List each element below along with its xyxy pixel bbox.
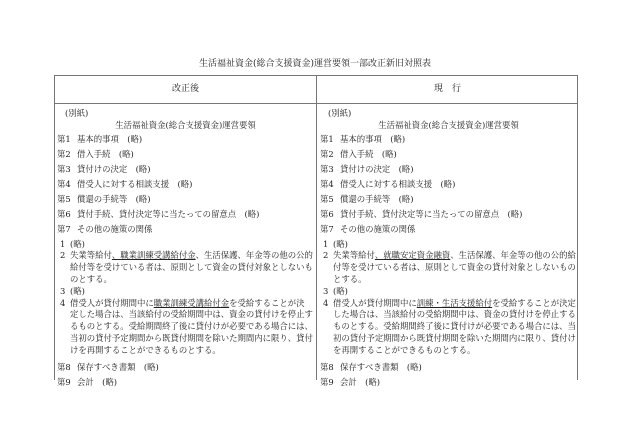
section-text: 貸付手続、貸付決定等に当たっての留意点 (略) <box>340 208 523 219</box>
item-number: 3 <box>60 285 66 296</box>
section-text: 償還の手続等 (略) <box>340 193 414 204</box>
header-current: 現 行 <box>316 76 578 104</box>
sub-item <box>320 286 577 298</box>
item-number: 2 <box>60 250 66 261</box>
sub-item <box>57 298 314 357</box>
item-text: 借受人が貸付期間中に <box>70 297 154 308</box>
section-item <box>57 177 314 192</box>
section-number: 第5 <box>320 193 334 204</box>
section-item <box>57 360 314 375</box>
sub-item <box>57 250 314 285</box>
item-text: を受給することが決定 <box>492 297 576 308</box>
section-text: その他の施策の関係 <box>340 223 416 234</box>
section-text: 借入手続 (略) <box>340 148 397 159</box>
section-text: 借入手続 (略) <box>77 148 134 159</box>
section-text: 償還の手続等 (略) <box>77 193 151 204</box>
item-text: 、生活保護、年金等の他の公的給 <box>450 250 576 261</box>
section-item <box>320 222 577 237</box>
section-item <box>57 222 314 237</box>
doc-title: 生活福祉資金(総合支援資金)運営要領 <box>378 119 519 130</box>
section-item <box>320 132 577 147</box>
amended-text: 、就職安定資金融資 <box>374 250 451 261</box>
section-number: 第5 <box>57 193 71 204</box>
item-number: 1 <box>323 238 329 249</box>
item-text: 失業等給付 <box>333 250 375 261</box>
item-text-line: 当初の貸付予定期間から既貸付期間を除いた期間内に限り、貸付 <box>70 332 313 343</box>
section-number: 第8 <box>320 361 334 372</box>
section-item <box>57 375 314 390</box>
section-number: 第9 <box>57 376 71 387</box>
sub-item <box>320 298 577 357</box>
sub-item <box>320 250 577 285</box>
section-text: 基本的事項 (略) <box>77 133 143 144</box>
doc-title: 生活福祉資金(総合支援資金)運営要領 <box>115 119 256 130</box>
section-item <box>320 207 577 222</box>
item-text-line: 初の貸付予定期間から既貸付期間を除いた期間内に限り、貸付け <box>333 332 576 343</box>
attachment-label: (別紙) <box>65 108 89 118</box>
sub-item <box>320 239 577 251</box>
item-text-line: 定した場合は、当該給付の受給期間中は、資金の貸付けを停止す <box>70 309 313 320</box>
section-text: 貸付手続、貸付決定等に当たっての留意点 (略) <box>77 208 260 219</box>
section-number: 第2 <box>57 148 71 159</box>
item-text-line: とする。 <box>333 273 367 284</box>
header-revised: 改正後 <box>55 76 316 104</box>
section-text: その他の施策の関係 <box>77 223 153 234</box>
section-text: 貸付けの決定 (略) <box>340 163 414 174</box>
column-current <box>320 108 577 390</box>
item-text: を受給することが決 <box>229 297 305 308</box>
section-number: 第8 <box>57 361 71 372</box>
section-item <box>320 147 577 162</box>
section-text: 借受人に対する相談支援 (略) <box>340 178 456 189</box>
item-text-line: ものとする。受給期間終了後に貸付けが必要である場合には、当 <box>333 321 576 332</box>
section-number: 第7 <box>57 223 71 234</box>
section-text: 借受人に対する相談支援 (略) <box>77 178 193 189</box>
item-text: 失業等給付 <box>70 250 112 261</box>
item-text-line: けを再開することができるものとする。 <box>70 344 221 355</box>
column-divider <box>316 103 317 380</box>
section-number: 第7 <box>320 223 334 234</box>
amended-text: 職業訓練受講給付金 <box>153 297 230 308</box>
sub-item <box>57 239 314 251</box>
section-item <box>320 192 577 207</box>
item-text-line: を再開することができるものとする。 <box>333 344 476 355</box>
section-item <box>57 192 314 207</box>
section-item <box>320 375 577 390</box>
item-text: (略) <box>333 238 348 249</box>
amended-text: 、職業訓練受講給付金 <box>111 250 196 261</box>
comparison-table <box>54 75 578 387</box>
section-item <box>57 207 314 222</box>
section-text: 基本的事項 (略) <box>340 133 406 144</box>
section-item <box>57 147 314 162</box>
item-text: (略) <box>333 285 348 296</box>
section-text: 貸付けの決定 (略) <box>77 163 151 174</box>
item-number: 4 <box>60 297 66 308</box>
section-item <box>57 132 314 147</box>
section-item <box>320 360 577 375</box>
section-number: 第6 <box>320 208 334 219</box>
section-number: 第4 <box>320 178 334 189</box>
item-text: 借受人が貸付期間中に <box>333 297 417 308</box>
section-number: 第4 <box>57 178 71 189</box>
item-number: 3 <box>323 285 329 296</box>
item-text: (略) <box>70 238 85 249</box>
section-item <box>57 162 314 177</box>
item-text: 、生活保護、年金等の他の公的 <box>195 250 313 261</box>
section-item <box>320 162 577 177</box>
item-text-line: した場合は、当該給付の受給期間中は、資金の貸付けを停止する <box>333 309 576 320</box>
section-text: 保存すべき書類 (略) <box>77 361 159 372</box>
section-text: 会計 (略) <box>340 376 381 387</box>
section-number: 第3 <box>57 163 71 174</box>
item-text-line: 給付等を受けている者は、原則として資金の貸付対象としないも <box>70 262 313 273</box>
section-number: 第3 <box>320 163 334 174</box>
section-number: 第1 <box>57 133 71 144</box>
sub-item <box>57 286 314 298</box>
item-text-line: るものとする。受給期間終了後に貸付けが必要である場合には、 <box>70 321 313 332</box>
document-title: 生活福祉資金(総合支援資金)運営要領一部改正新旧対照表 <box>198 59 432 69</box>
item-text-line: 付等を受けている者は、原則として資金の貸付対象としないもの <box>333 262 576 273</box>
item-text-line: のとする。 <box>70 273 112 284</box>
section-number: 第1 <box>320 133 334 144</box>
amended-text: 訓練・生活支援給付 <box>416 297 493 308</box>
section-number: 第6 <box>57 208 71 219</box>
section-item <box>320 177 577 192</box>
item-number: 2 <box>323 250 329 261</box>
section-number: 第9 <box>320 376 334 387</box>
item-number: 4 <box>323 297 329 308</box>
section-number: 第2 <box>320 148 334 159</box>
item-text: (略) <box>70 285 85 296</box>
column-revised <box>57 108 314 390</box>
attachment-label: (別紙) <box>328 108 352 118</box>
section-text: 保存すべき書類 (略) <box>340 361 422 372</box>
item-number: 1 <box>60 238 66 249</box>
section-text: 会計 (略) <box>77 376 118 387</box>
